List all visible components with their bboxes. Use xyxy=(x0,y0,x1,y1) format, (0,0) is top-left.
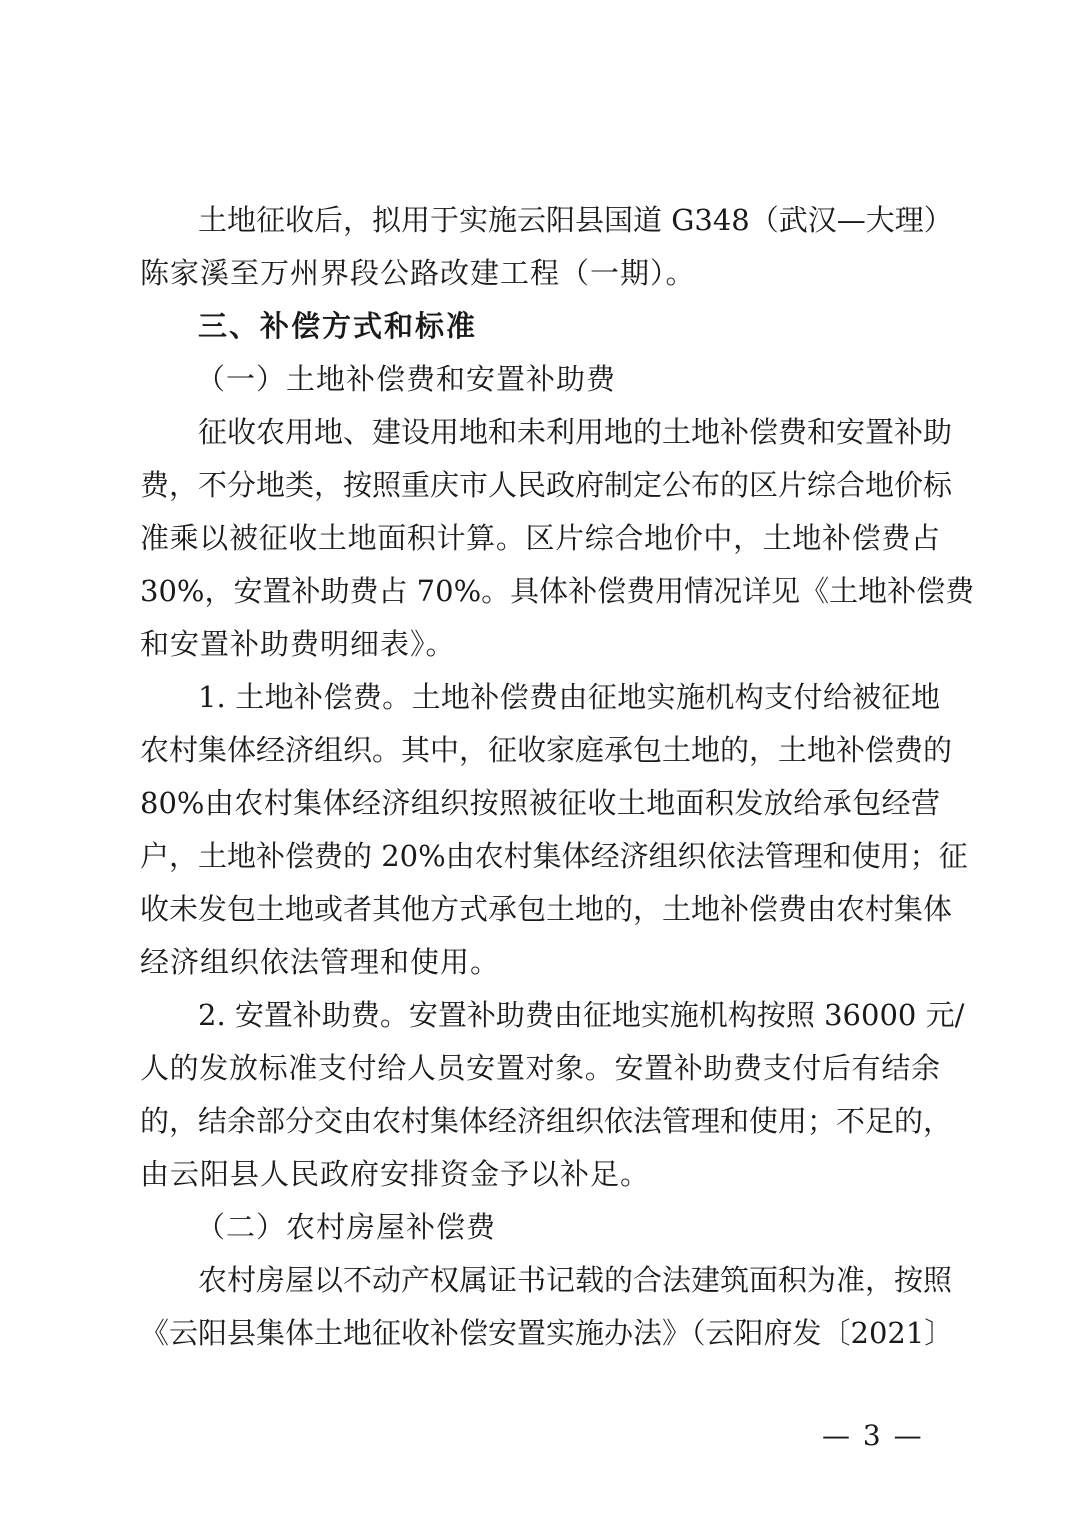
page-number: — 3 — xyxy=(822,1419,924,1452)
paragraph-line: 农村集体经济组织。其中，征收家庭承包土地的，土地补偿费的 xyxy=(140,733,953,767)
paragraph-line: 2. 安置补助费。安置补助费由征地实施机构按照 36000 元/ xyxy=(198,998,965,1032)
paragraph-line: 土地征收后，拟用于实施云阳县国道 G348（武汉—大理） xyxy=(198,203,953,237)
paragraph-line: 由云阳县人民政府安排资金予以补足。 xyxy=(140,1157,651,1191)
paragraph-line: 户，土地补偿费的 20%由农村集体经济组织依法管理和使用；征 xyxy=(140,839,968,873)
paragraph-line: 人的发放标准支付给人员安置对象。安置补助费支付后有结余 xyxy=(140,1051,940,1085)
paragraph-line: 费，不分地类，按照重庆市人民政府制定公布的区片综合地价标 xyxy=(140,468,953,502)
paragraph-line: 准乘以被征收土地面积计算。区片综合地价中，土地补偿费占 xyxy=(140,521,940,555)
section-heading: 三、补偿方式和标准 xyxy=(198,309,478,343)
paragraph-line: 农村房屋以不动产权属证书记载的合法建筑面积为准，按照 xyxy=(198,1263,953,1297)
paragraph-line: 经济组织依法管理和使用。 xyxy=(140,945,501,979)
paragraph-line: 和安置补助费明细表》。 xyxy=(140,627,456,661)
paragraph-line: 80%由农村集体经济组织按照被征收土地面积发放给承包经营 xyxy=(140,786,940,820)
paragraph-line: 1. 土地补偿费。土地补偿费由征地实施机构支付给被征地 xyxy=(198,680,940,714)
paragraph-line: 30%，安置补助费占 70%。具体补偿费用情况详见《土地补偿费 xyxy=(140,574,975,608)
paragraph-line: 征收农用地、建设用地和未利用地的土地补偿费和安置补助 xyxy=(198,415,953,449)
subsection-heading: （一）土地补偿费和安置补助费 xyxy=(196,362,617,396)
paragraph-line: 的，结余部分交由农村集体经济组织依法管理和使用；不足的， xyxy=(140,1104,953,1138)
subsection-heading: （二）农村房屋补偿费 xyxy=(196,1210,497,1244)
paragraph-line: 陈家溪至万州界段公路改建工程（一期）。 xyxy=(140,256,696,290)
paragraph-line: 收未发包土地或者其他方式承包土地的，土地补偿费由农村集体 xyxy=(140,892,953,926)
paragraph-line: 《云阳县集体土地征收补偿安置实施办法》（云阳府发〔2021〕 xyxy=(140,1316,954,1350)
